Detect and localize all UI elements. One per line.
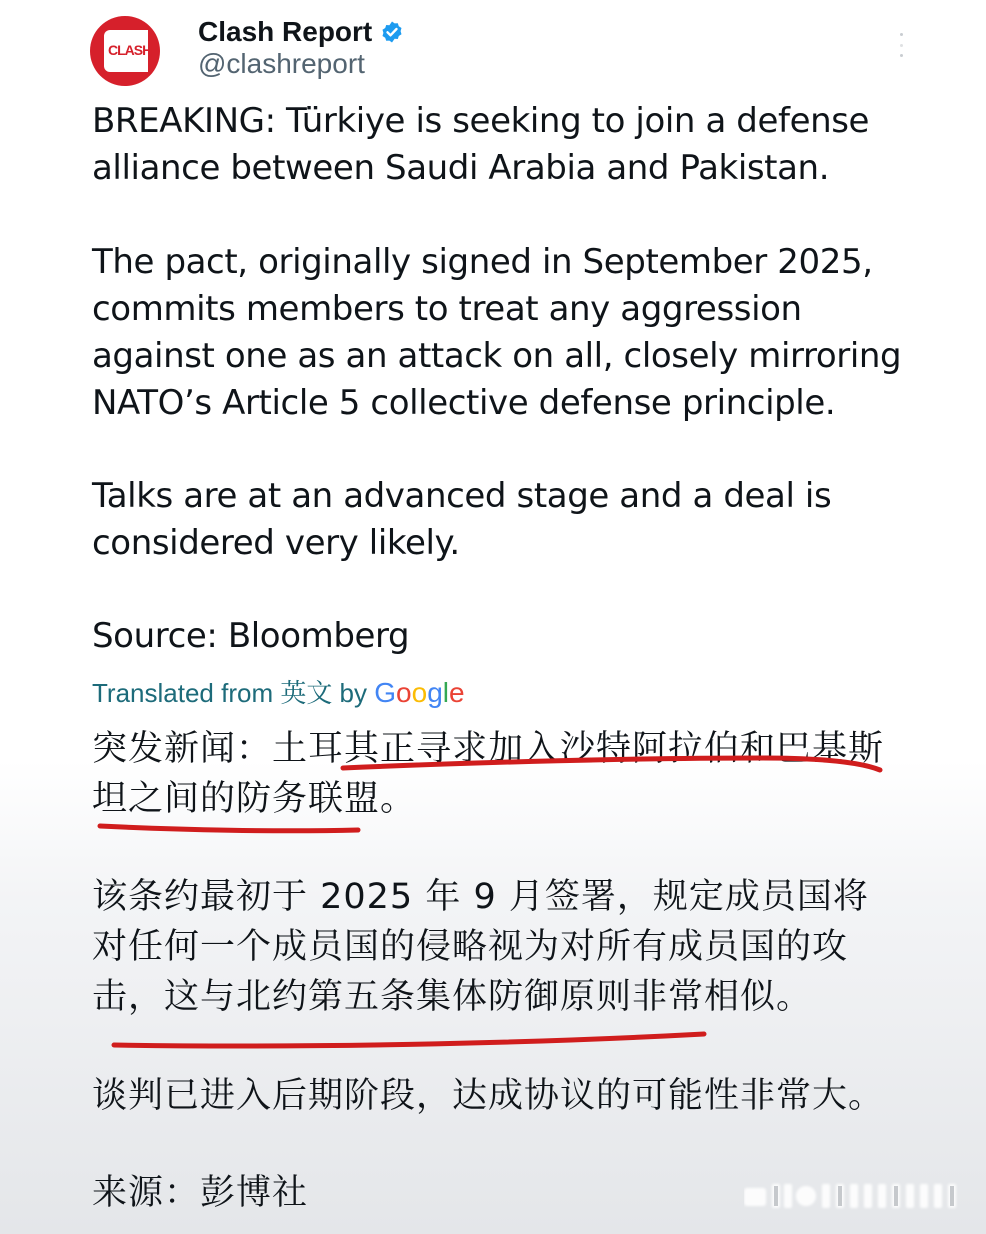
- tweet-paragraph: The pact, originally signed in September 2025, commits members to treat any aggression against one as an attack on all, closely mirroring NATO’s Article 5 collective defense principle.: [92, 242, 902, 423]
- tweet-paragraph: BREAKING: Türkiye is seeking to join a defense alliance between Saudi Arabia and Pakistan.: [92, 101, 870, 188]
- underline-stroke: [100, 826, 358, 831]
- more-options-icon[interactable]: [893, 33, 909, 57]
- author-handle[interactable]: @clashreport: [198, 48, 365, 79]
- translation-source: 来源：彭博社: [92, 1173, 309, 1213]
- translation-paragraph: 谈判已进入后期阶段，达成协议的可能性非常大。: [92, 1076, 885, 1116]
- google-logo: Google: [374, 677, 465, 708]
- avatar[interactable]: [90, 16, 160, 86]
- watermark-icon: [744, 1178, 966, 1214]
- verified-badge-icon: [380, 20, 404, 44]
- tweet-source: Source: Bloomberg: [92, 616, 410, 656]
- tweet-paragraph: Talks are at an advanced stage and a deal is considered very likely.: [92, 476, 832, 563]
- translation-paragraph: 该条约最初于 2025 年 9 月签署，规定成员国将对任何一个成员国的侵略视为对所有成员国的攻击，这与北约第五条集体防御原则非常相似。: [92, 877, 869, 1017]
- translation-paragraph: 突发新闻：土耳其正寻求加入沙特阿拉伯和巴基斯坦之间的防务联盟。: [92, 729, 885, 819]
- translated-label: Translated from 英文 by: [92, 678, 368, 708]
- display-name[interactable]: Clash Report: [198, 16, 373, 47]
- translation-attribution[interactable]: [92, 673, 465, 710]
- author-name-row: [198, 14, 404, 50]
- avatar-logo: CLASH: [104, 30, 148, 72]
- underline-stroke: [114, 1034, 704, 1046]
